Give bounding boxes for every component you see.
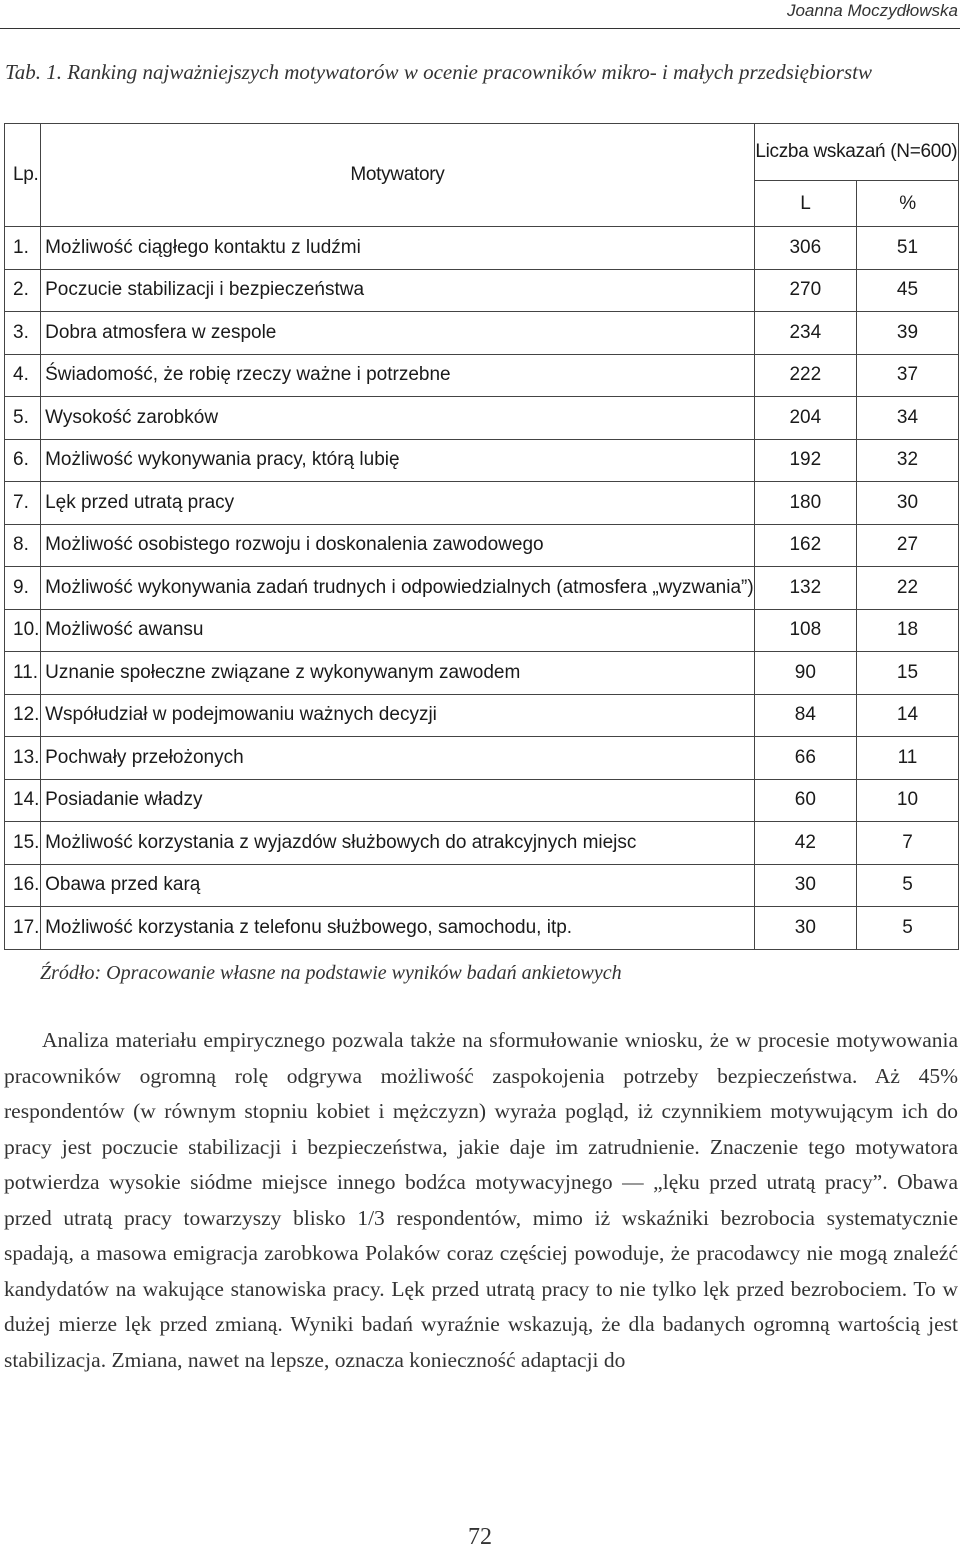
row-percent: 14 — [856, 694, 958, 737]
header-l: L — [754, 181, 856, 227]
header-rule — [0, 28, 960, 29]
row-lp: 15. — [5, 822, 41, 865]
row-percent: 11 — [856, 737, 958, 780]
table-body — [5, 227, 959, 950]
row-lp: 17. — [5, 907, 41, 950]
row-percent: 30 — [856, 482, 958, 525]
row-count: 30 — [754, 907, 856, 950]
row-count: 306 — [754, 227, 856, 270]
row-motivator: Uznanie społeczne związane z wykonywanym zawodem — [41, 652, 755, 695]
table-source: Źródło: Opracowanie własne na podstawie wyników badań ankietowych — [40, 962, 622, 984]
table-row — [5, 609, 959, 652]
row-motivator: Możliwość korzystania z wyjazdów służbowych do atrakcyjnych miejsc — [41, 822, 755, 865]
row-lp: 11. — [5, 652, 41, 695]
table-row — [5, 439, 959, 482]
table-row — [5, 779, 959, 822]
row-count: 192 — [754, 439, 856, 482]
row-count: 108 — [754, 609, 856, 652]
row-percent: 7 — [856, 822, 958, 865]
row-lp: 14. — [5, 779, 41, 822]
row-percent: 39 — [856, 312, 958, 355]
row-percent: 5 — [856, 864, 958, 907]
table-row — [5, 822, 959, 865]
row-lp: 4. — [5, 354, 41, 397]
row-lp: 12. — [5, 694, 41, 737]
row-motivator: Możliwość korzystania z telefonu służbowego, samochodu, itp. — [41, 907, 755, 950]
row-count: 204 — [754, 397, 856, 440]
body-text — [4, 1023, 958, 1378]
table-caption: Tab. 1. Ranking najważniejszych motywatorów w ocenie pracowników mikro- i małych przedsiębiorstw — [5, 60, 872, 84]
row-percent: 18 — [856, 609, 958, 652]
row-motivator: Możliwość ciągłego kontaktu z ludźmi — [41, 227, 755, 270]
row-lp: 2. — [5, 269, 41, 312]
row-count: 30 — [754, 864, 856, 907]
row-count: 132 — [754, 567, 856, 610]
row-percent: 37 — [856, 354, 958, 397]
row-motivator: Wysokość zarobków — [41, 397, 755, 440]
row-lp: 7. — [5, 482, 41, 525]
row-lp: 5. — [5, 397, 41, 440]
row-motivator: Posiadanie władzy — [41, 779, 755, 822]
row-percent: 5 — [856, 907, 958, 950]
row-count: 162 — [754, 524, 856, 567]
table-row — [5, 864, 959, 907]
row-count: 270 — [754, 269, 856, 312]
row-motivator: Lęk przed utratą pracy — [41, 482, 755, 525]
row-lp: 6. — [5, 439, 41, 482]
table-row — [5, 567, 959, 610]
table-row — [5, 737, 959, 780]
table-row — [5, 524, 959, 567]
row-count: 180 — [754, 482, 856, 525]
running-header-author: Joanna Moczydłowska — [786, 1, 958, 20]
row-motivator: Możliwość wykonywania zadań trudnych i odpowiedzialnych (atmosfera „wyzwania”) — [41, 567, 755, 610]
row-count: 234 — [754, 312, 856, 355]
row-percent: 32 — [856, 439, 958, 482]
row-lp: 10. — [5, 609, 41, 652]
row-motivator: Możliwość wykonywania pracy, którą lubię — [41, 439, 755, 482]
table-row — [5, 312, 959, 355]
row-percent: 51 — [856, 227, 958, 270]
body-paragraph: Analiza materiału empirycznego pozwala także na sformułowanie wniosku, że w procesie motywowania pracowników ogromną rolę odgrywa możliwość zaspokojenia potrzeby bezpieczeństwa. Aż 45% respondentów (w równym stopniu kobiet i mężczyzn) wyraża pogląd, iż czynnikiem motywującym ich do pracy jest poczucie stabilizacji i bezpieczeństwa, jakie daje im zatrudnienie. Znaczenie tego motywatora potwierdza wysokie siódme miejsce innego bodźca motywacyjnego — „lęku przed utratą pracy”. Obawa przed utratą pracy towarzyszy blisko 1/3 respondentów, mimo iż wskaźniki bezrobocia systematycznie spadają, a masowa emigracja zarobkowa Polaków coraz częściej powoduje, że pracodawcy nie mogą znaleźć kandydatów na wakujące stanowiska pracy. Lęk przed utratą pracy to nie tylko lęk przed bezrobociem. To w dużej mierze lęk przed zmianą. Wyniki badań wyraźnie wskazują, że dla badanych ogromną wartością jest stabilizacja. Zmiana, nawet na lepsze, oznacza konieczność adaptacji do — [4, 1028, 958, 1372]
row-count: 42 — [754, 822, 856, 865]
row-motivator: Świadomość, że robię rzeczy ważne i potrzebne — [41, 354, 755, 397]
row-motivator: Możliwość awansu — [41, 609, 755, 652]
table-row — [5, 694, 959, 737]
table-row — [5, 397, 959, 440]
header-count-group: Liczba wskazań (N=600) — [754, 124, 958, 181]
table-row — [5, 227, 959, 270]
row-lp: 16. — [5, 864, 41, 907]
row-count: 90 — [754, 652, 856, 695]
table-row — [5, 269, 959, 312]
row-lp: 8. — [5, 524, 41, 567]
motivators-table — [4, 123, 959, 950]
header-motivators: Motywatory — [41, 124, 755, 227]
row-motivator: Poczucie stabilizacji i bezpieczeństwa — [41, 269, 755, 312]
row-count: 84 — [754, 694, 856, 737]
row-motivator: Współudział w podejmowaniu ważnych decyzji — [41, 694, 755, 737]
row-percent: 10 — [856, 779, 958, 822]
row-percent: 27 — [856, 524, 958, 567]
row-count: 222 — [754, 354, 856, 397]
row-motivator: Możliwość osobistego rozwoju i doskonalenia zawodowego — [41, 524, 755, 567]
page-number: 72 — [468, 1524, 492, 1550]
table-row — [5, 482, 959, 525]
row-lp: 1. — [5, 227, 41, 270]
row-motivator: Dobra atmosfera w zespole — [41, 312, 755, 355]
row-motivator: Obawa przed karą — [41, 864, 755, 907]
row-percent: 45 — [856, 269, 958, 312]
table-row — [5, 907, 959, 950]
row-lp: 9. — [5, 567, 41, 610]
row-lp: 13. — [5, 737, 41, 780]
row-lp: 3. — [5, 312, 41, 355]
row-percent: 15 — [856, 652, 958, 695]
row-percent: 22 — [856, 567, 958, 610]
row-count: 60 — [754, 779, 856, 822]
row-percent: 34 — [856, 397, 958, 440]
row-motivator: Pochwały przełożonych — [41, 737, 755, 780]
header-lp: Lp. — [5, 124, 41, 227]
header-percent: % — [856, 181, 958, 227]
table-row — [5, 652, 959, 695]
row-count: 66 — [754, 737, 856, 780]
table-row — [5, 354, 959, 397]
